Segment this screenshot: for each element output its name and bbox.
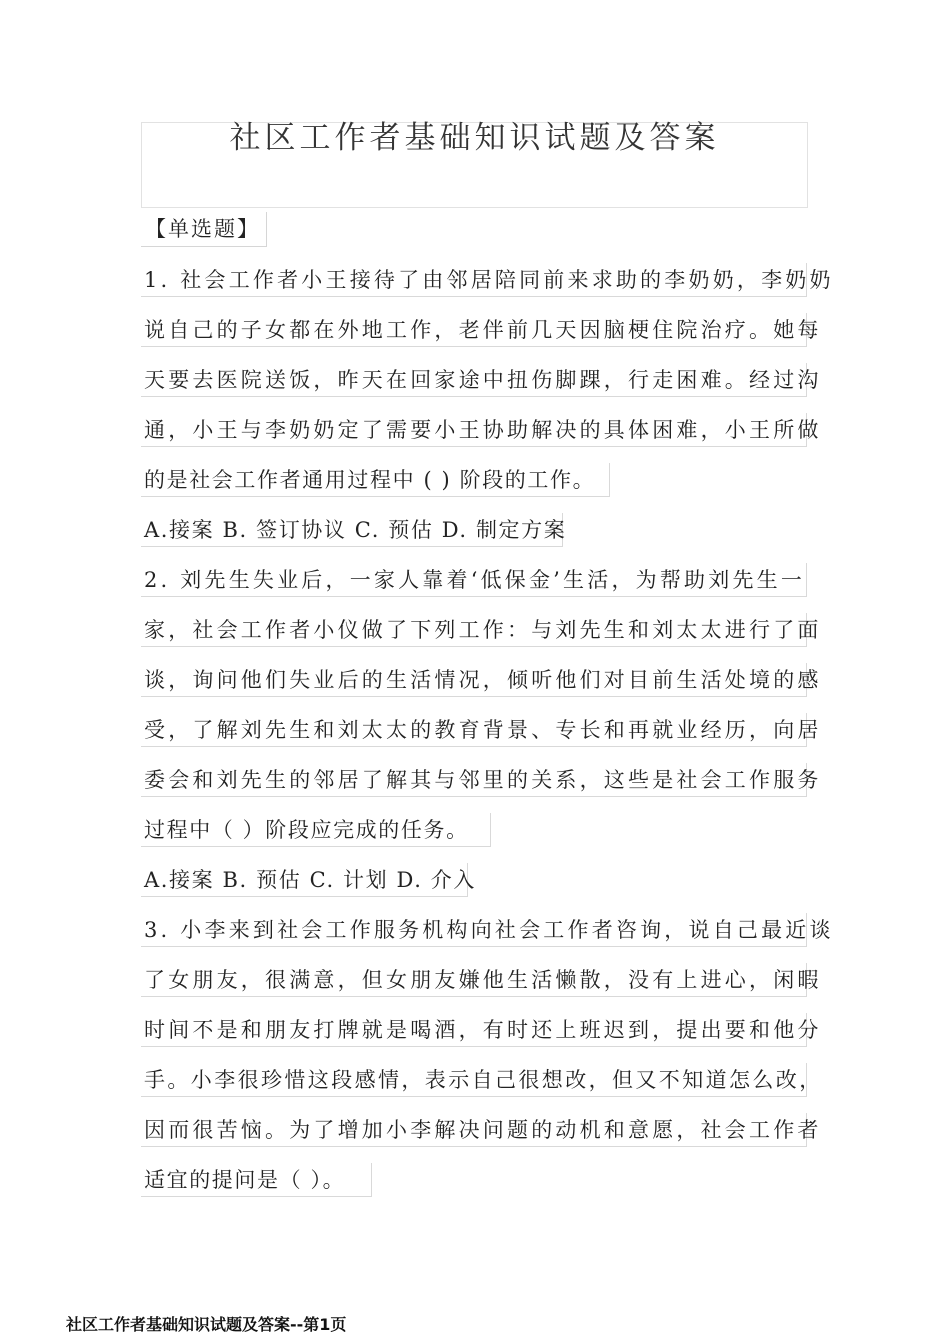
question-2-line-4: 受，了解刘先生和刘太太的教育背景、专长和再就业经历，向居 [141,713,807,747]
question-2-line-2: 家，社会工作者小仪做了下列工作：与刘先生和刘太太进行了面 [141,613,807,647]
question-2-line-6: 过程中（ ）阶段应完成的任务。 [141,813,491,847]
question-3-line-4: 手。小李很珍惜这段感情，表示自己很想改，但又不知道怎么改， [141,1063,807,1097]
question-1-options: A.接案 B. 签订协议 C. 预估 D. 制定方案 [141,513,563,547]
question-1-line-2: 说自己的子女都在外地工作，老伴前几天因脑梗住院治疗。她每 [141,313,807,347]
question-3-line-1: 3. 小李来到社会工作服务机构向社会工作者咨询，说自己最近谈 [141,913,807,947]
page-footer: 社区工作者基础知识试题及答案--第1页 [66,1315,347,1334]
question-1-line-1: 1. 社会工作者小王接待了由邻居陪同前来求助的李奶奶，李奶奶 [141,263,807,297]
question-2-line-1: 2. 刘先生失业后，一家人靠着‘低保金’生活，为帮助刘先生一 [141,563,807,597]
question-1-line-5: 的是社会工作者通用过程中 ( ) 阶段的工作。 [141,463,610,497]
page-title: 社区工作者基础知识试题及答案 [229,120,720,156]
question-1-line-3: 天要去医院送饭，昨天在回家途中扭伤脚踝，行走困难。经过沟 [141,363,807,397]
question-2-line-3: 谈，询问他们失业后的生活情况，倾听他们对目前生活处境的感 [141,663,807,697]
question-3-line-2: 了女朋友，很满意，但女朋友嫌他生活懒散，没有上进心，闲暇 [141,963,807,997]
question-2-options: A.接案 B. 预估 C. 计划 D. 介入 [141,863,468,897]
question-2-line-5: 委会和刘先生的邻居了解其与邻里的关系，这些是社会工作服务 [141,763,807,797]
section-label: 【单选题】 [141,212,267,247]
question-3-line-6: 适宜的提问是（ ）。 [141,1163,372,1197]
question-3-line-3: 时间不是和朋友打牌就是喝酒，有时还上班迟到，提出要和他分 [141,1013,807,1047]
question-3-line-5: 因而很苦恼。为了增加小李解决问题的动机和意愿，社会工作者 [141,1113,807,1147]
question-1-line-4: 通，小王与李奶奶定了需要小王协助解决的具体困难，小王所做 [141,413,807,447]
